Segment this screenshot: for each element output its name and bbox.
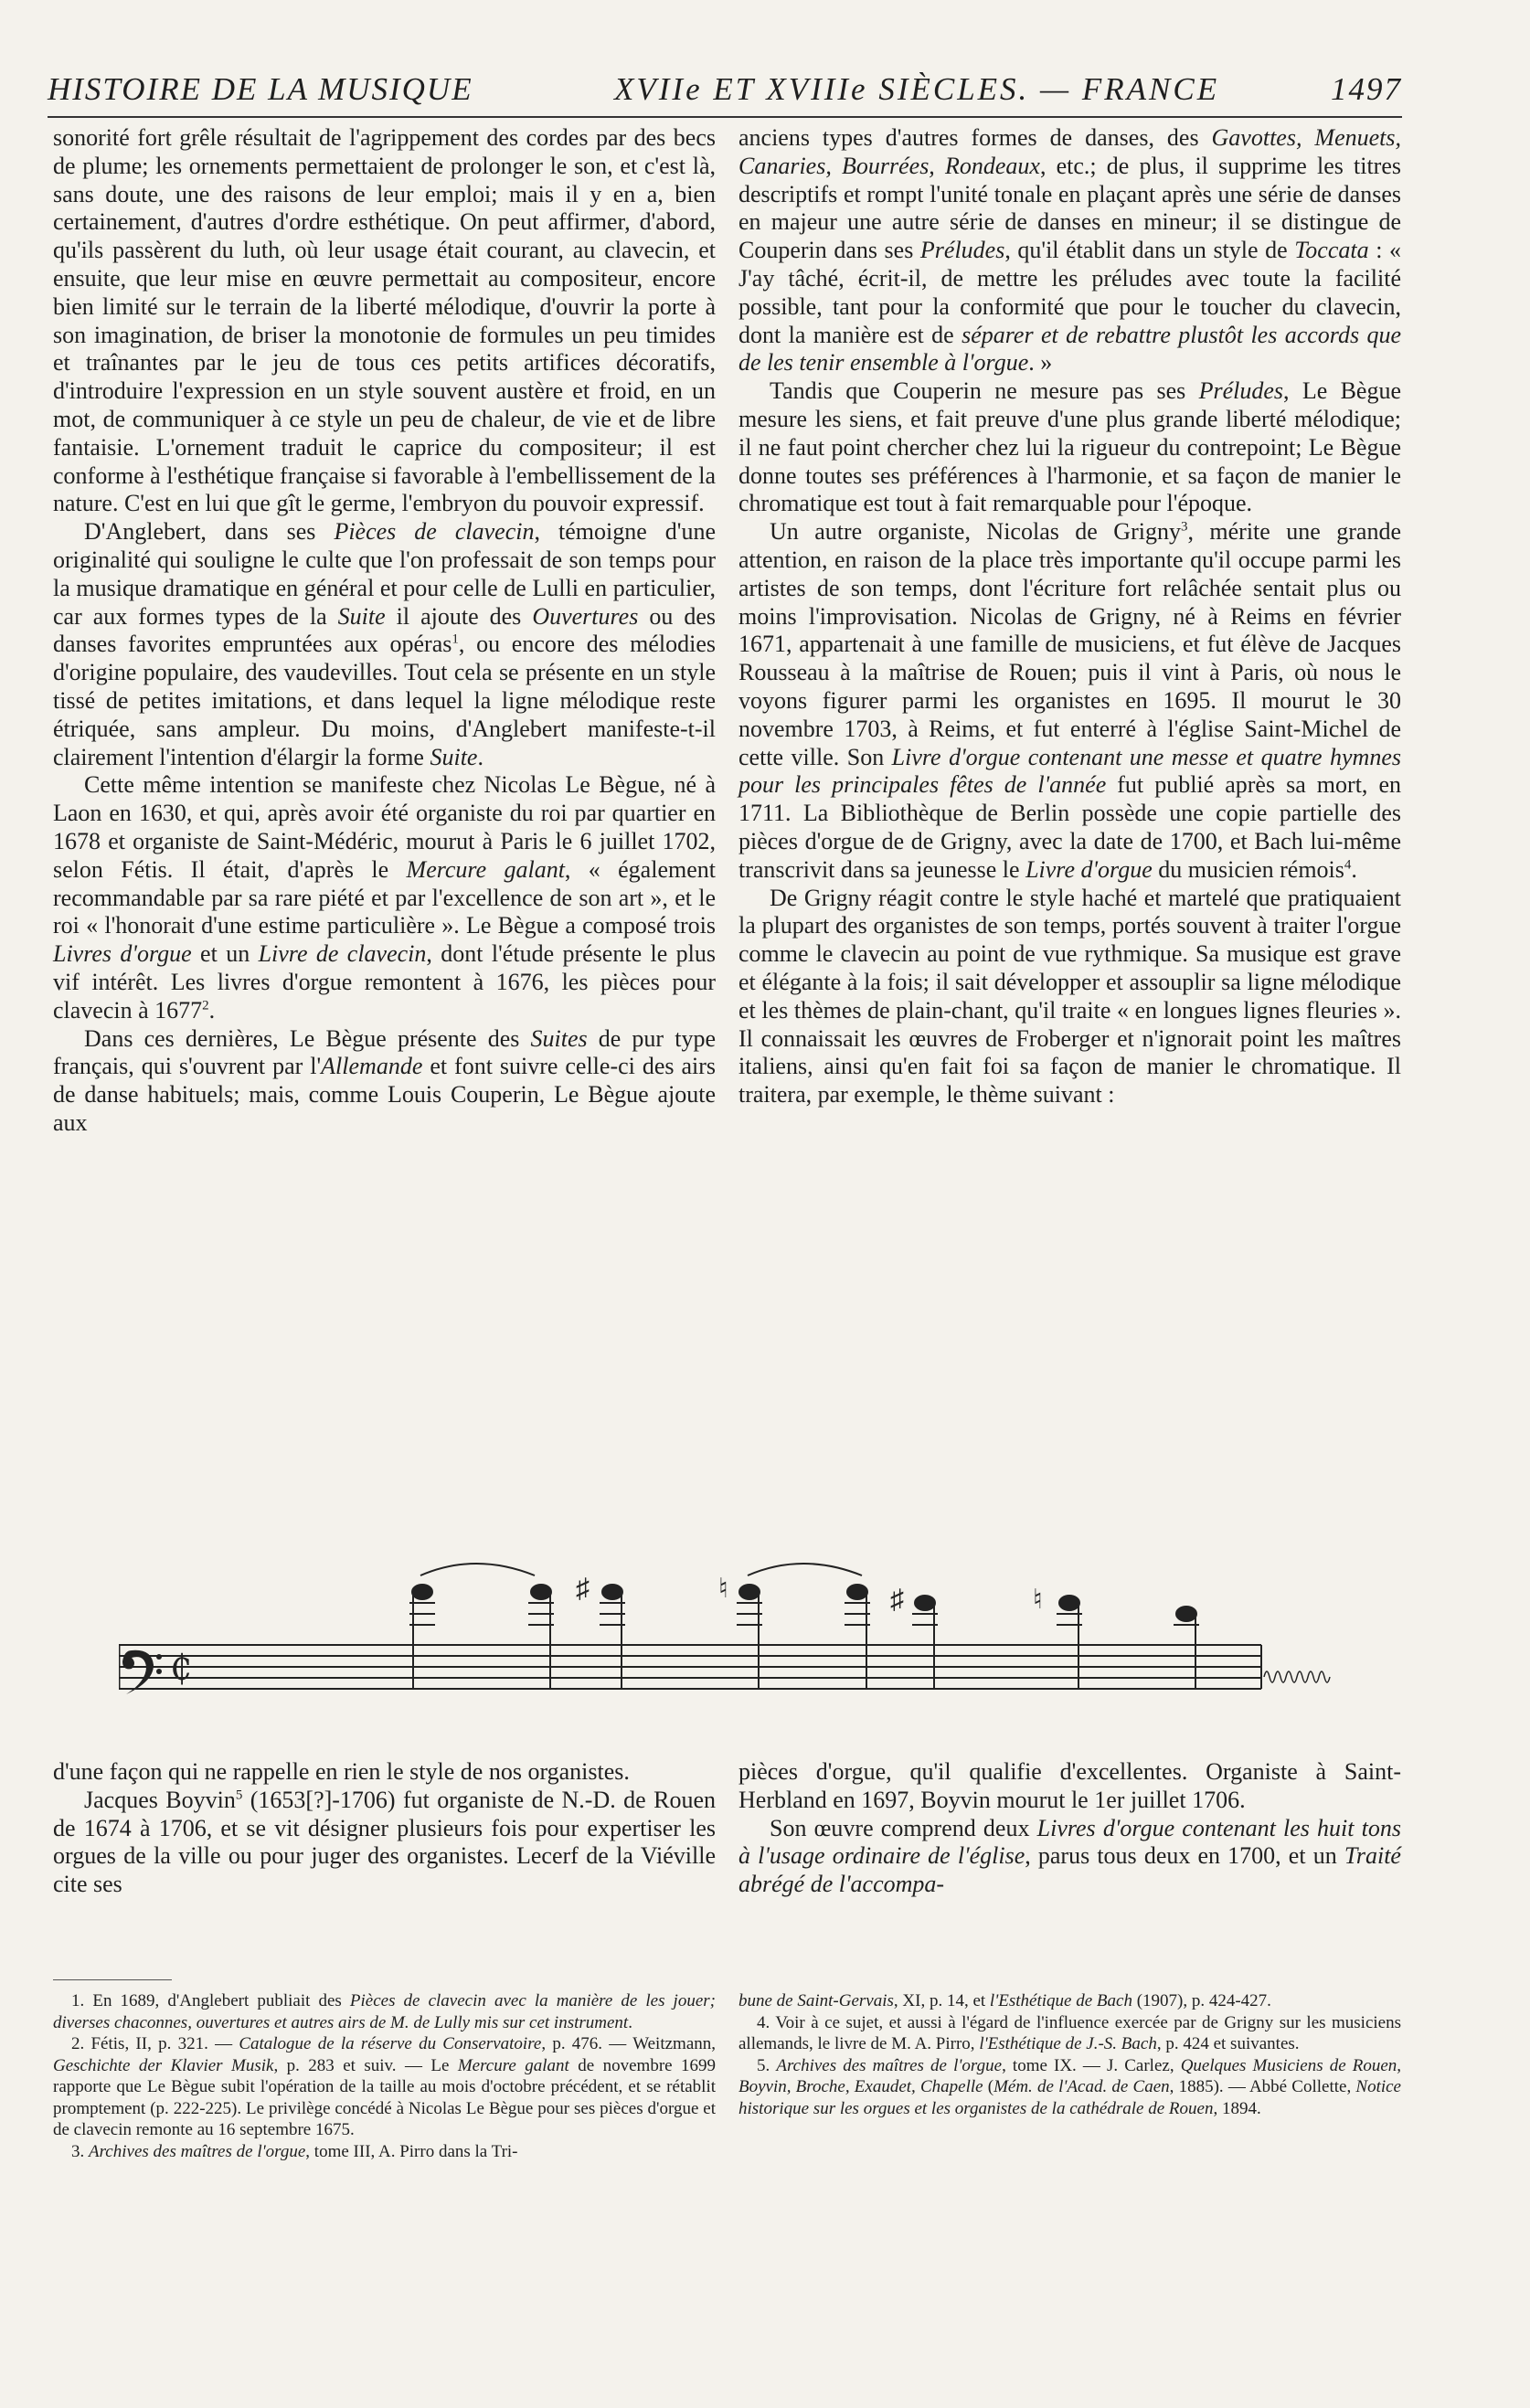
text-column-right-lower bbox=[738, 1758, 1401, 1899]
text-run: 3. bbox=[71, 2141, 89, 2161]
text-run: , 1885). — Abbé Collette, bbox=[1169, 2077, 1356, 2096]
text-column-left bbox=[53, 124, 716, 1138]
paragraph: sonorité fort grêle résultait de l'agrippement des cordes par des becs de plume; les ornements permettaient de prolonger le son, et c'est là, sans doute, une des raisons de leur emploi; mais il y en a, bien certainement, d'autres d'ordre esthétique. On peut affirmer, d'abord, qu'ils passèrent du luth, où leur usage était courant, au clavecin, et ensuite, que leur mise en œuvre permettait au compositeur, encore bien limité sur le terrain de la liberté mélodique, d'ouvrir la porte à son imagination, de briser la monotonie de formules un peu timides et traînantes par le jeu de tous ces petits artifices décoratifs, d'introduire l'expression en un style souvent austère et froid, en un mot, de communiquer à ce style un peu de chaleur, de vie et de libre fantaisie. L'ornement traduit le caprice du compositeur; il est conforme à l'esthétique française si favorable à l'embellissement de la nature. C'est en lui que gît le germe, l'embryon du pouvoir expressif. bbox=[53, 124, 716, 517]
footnote bbox=[53, 2033, 716, 2141]
text-run: 5. bbox=[757, 2055, 777, 2075]
text-run: , p. 283 et suiv. — Le bbox=[273, 2055, 458, 2075]
italic-title: Livres d'orgue contenant les huit tons à l'usage ordinaire de l'église bbox=[738, 1814, 1401, 1870]
italic-title: Préludes bbox=[1198, 377, 1284, 405]
italic-title: Quelques Musiciens de Rouen, Boyvin, Broche, Exaudet, Chapelle bbox=[738, 2055, 1402, 2096]
footnote bbox=[738, 1990, 1401, 2012]
text-run: 1. En 1689, d'Anglebert publiait des bbox=[71, 1991, 350, 2010]
italic-title: Suites bbox=[530, 1024, 588, 1052]
footnote bbox=[738, 2055, 1401, 2120]
italic-title: Ouvertures bbox=[532, 602, 639, 630]
footnote bbox=[53, 2141, 716, 2163]
paragraph bbox=[738, 377, 1401, 518]
footnote-rule bbox=[53, 1979, 172, 1980]
paragraph: d'une façon qui ne rappelle en rien le style de nos organistes. bbox=[53, 1758, 630, 1785]
footnote bbox=[738, 2012, 1401, 2055]
text-run: ( bbox=[983, 2077, 994, 2096]
header-title: HISTOIRE DE LA MUSIQUE bbox=[48, 71, 473, 107]
text-run: , XI, p. 14, et bbox=[893, 1991, 990, 2010]
paragraph: De Grigny réagit contre le style haché et martelé que pratiquaient la plupart des organistes de son temps, portés souvent à traiter l'orgue comme le clavecin au point de vue rythmique. Sa musique est grave et élégante à la fois; il sait développer et assouplir sa ligne mélodique et les thèmes de plain-chant, qu'il traite « en longues lignes fleuries ». Il connaissait les œuvres de Froberger et n'ignorait point les maîtres italiens, ainsi qu'en fait foi sa façon de manier le chromatique. Il traitera, par exemple, le thème suivant : bbox=[738, 884, 1401, 1109]
text-run: 4. Voir à ce sujet, et aussi à l'égard de l'influence exercée par de Grigny sur les musiciens allemands, le livre de M. A. Pirro, bbox=[738, 2012, 1401, 2053]
italic-title: Archives des maîtres de l'orgue bbox=[776, 2055, 1003, 2075]
italic-title: Archives des maîtres de l'orgue bbox=[89, 2141, 306, 2161]
text-run: . bbox=[628, 2012, 632, 2032]
footnote-ref: 1 bbox=[452, 631, 459, 647]
page-number: 1497 bbox=[1331, 71, 1402, 107]
paragraph bbox=[738, 518, 1401, 884]
italic-quote: séparer et de rebattre plustôt les accords que de les tenir ensemble à l'orgue bbox=[738, 321, 1401, 377]
text-run: . bbox=[1351, 855, 1357, 883]
paragraph bbox=[53, 1787, 716, 1899]
text-run: . » bbox=[1028, 349, 1053, 377]
italic-title: Suite bbox=[337, 602, 386, 630]
text-run: , etc.; de plus, il supprime les titres descriptifs et rompt l'unité tonale en plaçant après une série de danses en majeur une autre série de danses en mineur; il se distingue de Couperin dans ses bbox=[738, 152, 1401, 264]
italic-title: Pièces de clavecin avec la manière de les jouer; diverses chaconnes, ouvertures et autres airs de M. de Lully mis sur cet instrument bbox=[53, 1991, 716, 2032]
music-example-score bbox=[119, 1554, 1417, 1713]
italic-title: Geschichte der Klavier Musik bbox=[53, 2055, 274, 2075]
italic-title: Préludes bbox=[919, 237, 1005, 264]
text-run: : « J'ay tâché, écrit-il, de mettre les préludes avec toute la facilité possible, tant pour la conformité que pour le toucher du clavecin, dont la manière est de bbox=[738, 237, 1401, 348]
footnotes-right bbox=[738, 1990, 1401, 2119]
text-run: , p. 424 et suivantes. bbox=[1156, 2034, 1300, 2053]
footnote bbox=[53, 1990, 716, 2033]
italic-title: Suite bbox=[430, 743, 478, 770]
running-header bbox=[48, 71, 1400, 117]
svg-text:♮: ♮ bbox=[1033, 1585, 1043, 1615]
note-3 bbox=[576, 1574, 625, 1689]
italic-title: Mercure galant bbox=[457, 2055, 569, 2075]
paragraph bbox=[53, 1025, 716, 1138]
text-run: et un bbox=[191, 940, 259, 968]
text-run: , mérite une grande attention, en raison de la place très importante qu'il occupe parmi les artistes de son temps, dont l'écriture fort relâchée sentait plus ou moins l'improvisation. Nicolas de Grigny, né à Reims en février 1671, appartenait à une famille de musiciens, et fut élève de Jacques Rousseau à la maîtrise de Rouen; puis il vint à Paris, où nous le voyons figurer parmi les organistes en 1695. Il mourut le 30 novembre 1703, à Reims, et fut enterré à l'église Saint-Michel de cette ville. Son bbox=[738, 518, 1401, 770]
text-column-right bbox=[738, 124, 1401, 1109]
text-run: , Le Bègue mesure les siens, et fait preuve d'une plus grande liberté mélodique; il ne faut point chercher chez lui la rigueur du contrepoint; Le Bègue donne toutes ses préférences à l'harmonie, et sa façon de manier le chromatique est tout à fait remarquable pour l'époque. bbox=[738, 377, 1402, 517]
italic-title: Allemande bbox=[321, 1053, 423, 1080]
text-run: Un autre organiste, Nicolas de Grigny bbox=[770, 518, 1181, 546]
text-run: du musicien rémois bbox=[1152, 855, 1344, 883]
paragraph bbox=[53, 518, 716, 771]
text-run: 2. Fétis, II, p. 321. — bbox=[71, 2034, 239, 2053]
italic-title: Mém. de l'Acad. de Caen bbox=[993, 2077, 1170, 2096]
bass-clef-icon bbox=[122, 1650, 162, 1694]
text-run: anciens types d'autres formes de danses, des bbox=[738, 124, 1212, 151]
svg-text:♯: ♯ bbox=[576, 1574, 590, 1604]
svg-text:♮: ♮ bbox=[718, 1574, 728, 1604]
header-centuries: XVIIe ET XVIIIe SIÈCLES. — FRANCE bbox=[614, 71, 1220, 107]
italic-title: Livre d'orgue bbox=[1025, 855, 1153, 883]
text-run: , qu'il établit dans un style de bbox=[1004, 237, 1295, 264]
slur-marks bbox=[420, 1564, 862, 1575]
text-column-left-lower bbox=[53, 1758, 716, 1899]
text-run: , tome IX. — J. Carlez, bbox=[1002, 2055, 1181, 2075]
svg-text:♯: ♯ bbox=[890, 1585, 904, 1615]
text-run: Jacques Boyvin bbox=[84, 1786, 236, 1813]
italic-title: Notice historique sur les orgues et les organistes de la cathédrale de Rouen bbox=[738, 2077, 1401, 2118]
text-run: de pur type français, qui s'ouvrent par l' bbox=[53, 1024, 716, 1080]
italic-title: Mercure galant bbox=[406, 855, 565, 883]
text-run: Tandis que Couperin ne mesure pas ses bbox=[770, 377, 1199, 405]
footnote-ref: 5 bbox=[235, 1787, 243, 1803]
footnote-ref: 2 bbox=[202, 998, 209, 1013]
text-run: , dont l'étude présente le plus vif intérêt. Les livres d'orgue remontent à 1676, les pièces pour clavecin à 1677 bbox=[53, 940, 716, 1024]
note-5 bbox=[845, 1585, 870, 1689]
text-run: , 1894. bbox=[1213, 2098, 1261, 2118]
italic-title: Pièces de clavecin bbox=[334, 518, 535, 546]
text-run: Son œuvre comprend deux bbox=[770, 1814, 1037, 1841]
text-run: , parus tous deux en 1700, et un bbox=[1025, 1842, 1344, 1870]
paragraph bbox=[53, 771, 716, 1024]
italic-title: bune de Saint-Gervais bbox=[738, 1991, 894, 2010]
paragraph bbox=[738, 1815, 1401, 1899]
text-run: (1907), p. 424-427. bbox=[1132, 1991, 1271, 2010]
note-1 bbox=[409, 1585, 435, 1689]
footnote-ref: 4 bbox=[1344, 857, 1352, 873]
cut-time-icon: ₵ bbox=[170, 1648, 193, 1688]
italic-title: l'Esthétique de Bach bbox=[989, 1991, 1132, 2010]
italic-title: Livre de clavecin bbox=[258, 940, 427, 968]
paragraph: pièces d'orgue, qu'il qualifie d'excellentes. Organiste à Saint-Herbland en 1697, Boyvin mourut le 1er juillet 1706. bbox=[738, 1758, 1401, 1813]
text-run: fut publié après sa mort, en 1711. La Bibliothèque de Berlin possède une copie partielle des pièces d'orgue de de Grigny, avec la date de 1700, et Bach lui-même transcrivit dans sa jeunesse le bbox=[738, 771, 1401, 883]
text-run: , témoigne d'une originalité qui souligne le culte que l'on professait de son temps pour la musique dramatique en général et pour celle de Lulli en particulier, car aux formes types de la bbox=[53, 518, 717, 630]
footnotes-left bbox=[53, 1990, 716, 2162]
italic-title: Gavottes, Menuets, Canaries, Bourrées, Rondeaux bbox=[738, 124, 1401, 179]
italic-title: Toccata bbox=[1294, 237, 1369, 264]
italic-title: Livres d'orgue bbox=[53, 940, 192, 968]
text-run: et font suivre celle-ci des airs de danse habituels; mais, comme Louis Couperin, Le Bègue ajoute aux bbox=[53, 1053, 716, 1136]
italic-title: Livre d'orgue contenant une messe et quatre hymnes pour les principales fêtes de l'année bbox=[738, 743, 1401, 799]
footnote-ref: 3 bbox=[1180, 519, 1188, 535]
note-4 bbox=[718, 1574, 762, 1689]
text-run: , p. 476. — Weitzmann, bbox=[541, 2034, 716, 2053]
text-run: . bbox=[477, 743, 483, 770]
note-2 bbox=[528, 1585, 554, 1689]
text-run: , tome III, A. Pirro dans la Tri- bbox=[305, 2141, 518, 2161]
text-run: il ajoute des bbox=[385, 602, 533, 630]
note-6 bbox=[890, 1585, 938, 1689]
text-run: , « également recommandable par sa rare piété et par l'excellence de son art », et le roi « l'honorait d'une estime particulière ». Le Bègue a composé trois bbox=[53, 855, 716, 939]
text-run: ou des danses favorites empruntées aux opéras bbox=[53, 602, 716, 658]
text-run: D'Anglebert, dans ses bbox=[84, 518, 335, 546]
italic-title: Traité abrégé de l'accompa- bbox=[738, 1842, 1401, 1898]
paragraph bbox=[738, 124, 1401, 377]
italic-title: Catalogue de la réserve du Conservatoire bbox=[239, 2034, 542, 2053]
text-run: . bbox=[208, 996, 216, 1024]
text-run: (1653[?]-1706) fut organiste de N.-D. de Rouen de 1674 à 1706, et se vit désigner plusieurs fois pour expertiser les orgues de la ville ou pour juger des organistes. Lecerf de la Viéville cite ses bbox=[53, 1786, 716, 1898]
italic-title: l'Esthétique de J.-S. Bach bbox=[979, 2034, 1157, 2053]
text-run: de novembre 1699 rapporte que Le Bègue subit l'opération de la taille au mois d'octobre précédent, et se rétablit promptement (p. 222-225). Le privilège concédé à Nicolas Le Bègue pour ses pièces d'orgue et de clavecin remonte au 16 septembre 1675. bbox=[53, 2055, 717, 2139]
text-run: , ou encore des mélodies d'origine populaire, des vaudevilles. Tout cela se présente en un style tissé de petites imitations, et dans lequel la ligne mélodique reste étriquée, sans ampleur. Du moins, d'Anglebert manifeste-t-il clairement l'intention d'élargir la forme bbox=[53, 631, 716, 770]
text-run: Dans ces dernières, Le Bègue présente des bbox=[84, 1024, 531, 1052]
text-run: Cette même intention se manifeste chez Nicolas Le Bègue, né à Laon en 1630, et qui, après avoir été organiste du roi par quartier en 1678 et organiste de Saint-Médéric, mourut à Paris le 6 juillet 1702, selon Fétis. Il était, d'après le bbox=[53, 771, 716, 883]
header-rule bbox=[48, 116, 1402, 118]
note-8 bbox=[1174, 1607, 1199, 1689]
note-7 bbox=[1033, 1585, 1082, 1689]
